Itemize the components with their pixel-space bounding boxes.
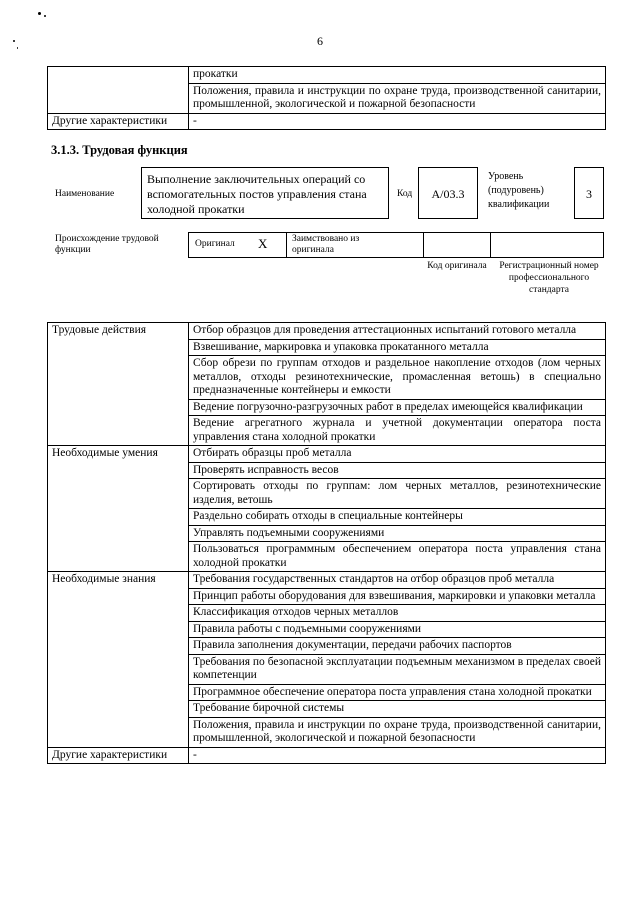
table-row	[48, 67, 606, 84]
name-value: Выполнение заключительных операций со вспомогательных постов управления стана холодной прокатки	[147, 172, 367, 216]
knowledge-item: Положения, правила и инструкции по охране труда, производственной санитарии, промышленной, экологической и пожарной безопасности	[189, 717, 606, 747]
skill-item: Проверять исправность весов	[189, 462, 606, 479]
table-row	[48, 572, 606, 589]
table-row	[48, 113, 606, 130]
table-row	[48, 446, 606, 463]
skills-label: Необходимые умения	[48, 446, 189, 572]
borrowed-label: Заимствовано из оригинала	[292, 234, 360, 255]
other-label: Другие характеристики	[48, 747, 189, 764]
knowledge-item: Требование бирочной системы	[189, 701, 606, 718]
knowledge-item: Правила работы с подъемными сооружениями	[189, 621, 606, 638]
knowledge-item: Программное обеспечение оператора поста управления стана холодной прокатки	[189, 684, 606, 701]
knowledge-item: Правила заполнения документации, передачи рабочих паспортов	[189, 638, 606, 655]
other-value: -	[189, 747, 606, 764]
code-value: А/03.3	[431, 187, 465, 201]
origin-divider	[490, 232, 491, 258]
skill-item: Отбирать образцы проб металла	[189, 446, 606, 463]
labor-action-item: Взвешивание, маркировка и упаковка прокатанного металла	[189, 339, 606, 356]
table-row	[48, 323, 606, 340]
origin-divider	[286, 232, 287, 258]
top-continuation-table	[47, 66, 606, 130]
labor-actions-label: Трудовые действия	[48, 323, 189, 446]
labor-action-item: Сбор обрези по группам отходов и раздельное накопление отходов (лом черных металлов, отходы резинотехнические, промасленная ветошь) в специально предназначенные контейнеры и емкости	[189, 356, 606, 400]
row-label: Другие характеристики	[48, 113, 189, 130]
labor-function-table	[47, 322, 606, 764]
skill-item: Управлять подъемными сооружениями	[189, 525, 606, 542]
level-value: 3	[586, 187, 592, 201]
origin-label: Происхождение трудовой функции	[55, 234, 159, 255]
row-value: Положения, правила и инструкции по охране труда, производственной санитарии, промышленной, экологической и пожарной безопасности	[189, 83, 606, 113]
table-row	[48, 747, 606, 764]
skill-item: Раздельно собирать отходы в специальные контейнеры	[189, 509, 606, 526]
knowledge-item: Требования по безопасной эксплуатации подъемным механизмом в пределах своей компетенции	[189, 654, 606, 684]
scan-speck	[44, 15, 46, 17]
name-label: Наименование	[55, 189, 115, 199]
original-label: Оригинал	[195, 239, 235, 249]
knowledge-item: Требования государственных стандартов на отбор образцов проб металла	[189, 572, 606, 589]
level-label: Уровень (подуровень) квалификации	[488, 171, 550, 210]
page-number: 6	[317, 34, 323, 48]
original-mark: X	[258, 236, 268, 251]
row-label	[48, 67, 189, 114]
knowledge-item: Классификация отходов черных металлов	[189, 605, 606, 622]
knowledge-label: Необходимые знания	[48, 572, 189, 748]
knowledge-item: Принцип работы оборудования для взвешивания, маркировки и упаковки металла	[189, 588, 606, 605]
code-label: Код	[397, 189, 413, 199]
labor-action-item: Отбор образцов для проведения аттестационных испытаний готового металла	[189, 323, 606, 340]
scan-speck	[38, 12, 41, 15]
row-value: прокатки	[189, 67, 606, 84]
row-value: -	[189, 113, 606, 130]
origin-code-caption: Код оригинала	[427, 261, 487, 271]
labor-action-item: Ведение погрузочно-разгрузочных работ в пределах имеющейся квалификации	[189, 399, 606, 416]
labor-action-item: Ведение агрегатного журнала и учетной документации оператора поста управления стана холодной прокатки	[189, 416, 606, 446]
skill-item: Пользоваться программным обеспечением оператора поста управления стана холодной прокатки	[189, 542, 606, 572]
section-heading: 3.1.3. Трудовая функция	[51, 143, 188, 157]
origin-divider	[423, 232, 424, 258]
reg-number-caption: Регистрационный номер профессионального стандарта	[499, 261, 599, 295]
skill-item: Сортировать отходы по группам: лом черных металлов, резинотехнические изделия, ветошь	[189, 479, 606, 509]
